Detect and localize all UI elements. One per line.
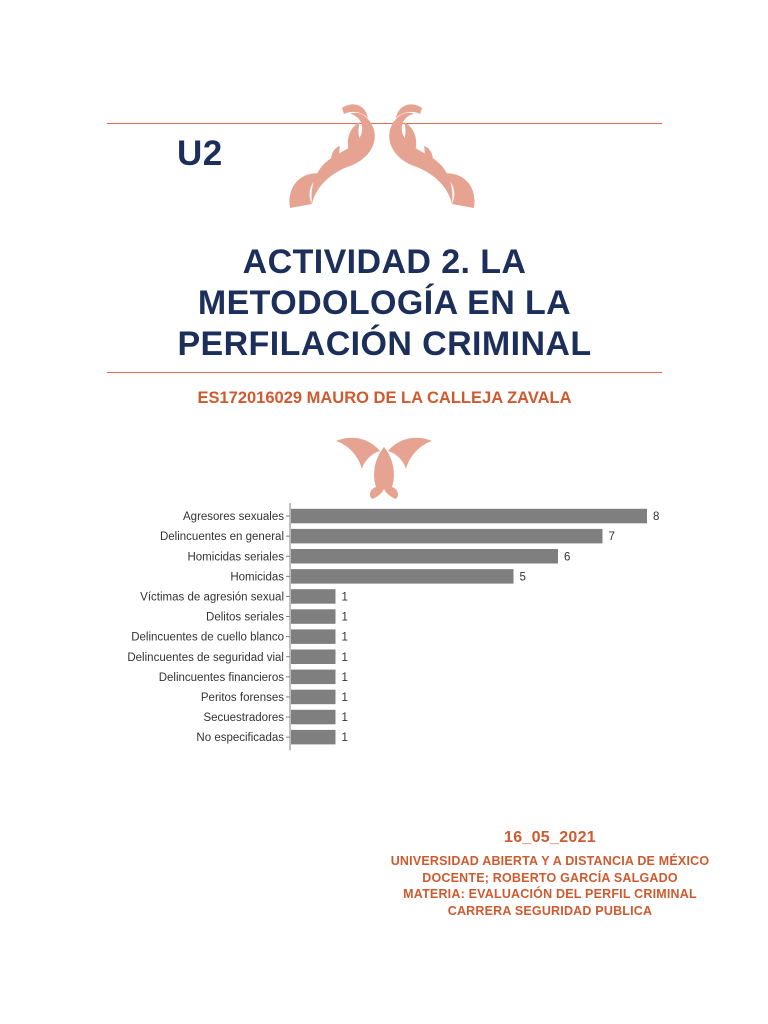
bar [291,509,647,524]
bar [291,529,603,544]
data-label: 5 [519,571,526,584]
date-label: 16_05_2021 [504,829,596,846]
footer-career: CARRERA SEGURIDAD PUBLICA [447,903,653,918]
category-label: Homicidas [230,571,284,584]
bar [291,730,336,745]
bar [291,650,336,665]
author-line: ES172016029 MAURO DE LA CALLEJA ZAVALA [197,389,572,407]
category-label: Delincuentes de cuello blanco [131,631,284,644]
title-line-1: ACTIVIDAD 2. LA [242,243,527,281]
category-label: No especificadas [196,732,284,745]
data-label: 1 [341,691,348,704]
category-label: Homicidas seriales [187,551,284,564]
data-label: 1 [341,631,348,644]
category-label: Delincuentes financieros [158,671,284,684]
data-label: 7 [608,531,615,544]
category-label: Peritos forenses [200,691,284,704]
data-label: 8 [653,511,660,524]
unit-label: U2 [177,134,223,173]
footer-subject: MATERIA: EVALUACIÓN DEL PERFIL CRIMINAL [403,887,697,901]
bar [291,670,336,685]
floral-ornament-icon [282,100,482,212]
category-label: Delincuentes en general [159,531,284,544]
data-label: 1 [341,732,348,745]
footer-teacher: DOCENTE; ROBERTO GARCÍA SALGADO [422,870,678,885]
bar [291,690,336,705]
bar [291,710,336,725]
category-label: Delincuentes de seguridad vial [127,651,284,664]
data-label: 1 [341,591,348,604]
bar [291,629,336,644]
title-line-2: METODOLOGÍA EN LA [197,284,572,322]
data-label: 6 [564,551,571,564]
data-label: 1 [341,611,348,624]
category-label: Agresores sexuales [183,511,284,524]
middle-rule [107,372,662,373]
bar [291,589,336,604]
leaf-ornament-icon [334,433,434,503]
data-label: 1 [341,651,348,664]
footer-university: UNIVERSIDAD ABIERTA Y A DISTANCIA DE MÉXICO [390,854,710,868]
data-label: 1 [341,712,348,725]
bar [291,549,558,564]
title-line-3: PERFILACIÓN CRIMINAL [177,325,592,363]
category-label: Víctimas de agresión sexual [140,591,284,604]
footer-block [330,829,768,919]
category-label: Secuestradores [203,712,284,725]
document-title [107,242,662,365]
bar [291,609,336,624]
category-label: Delitos seriales [206,611,284,624]
bar [291,569,514,584]
data-label: 1 [341,671,348,684]
bar-chart [80,500,700,765]
